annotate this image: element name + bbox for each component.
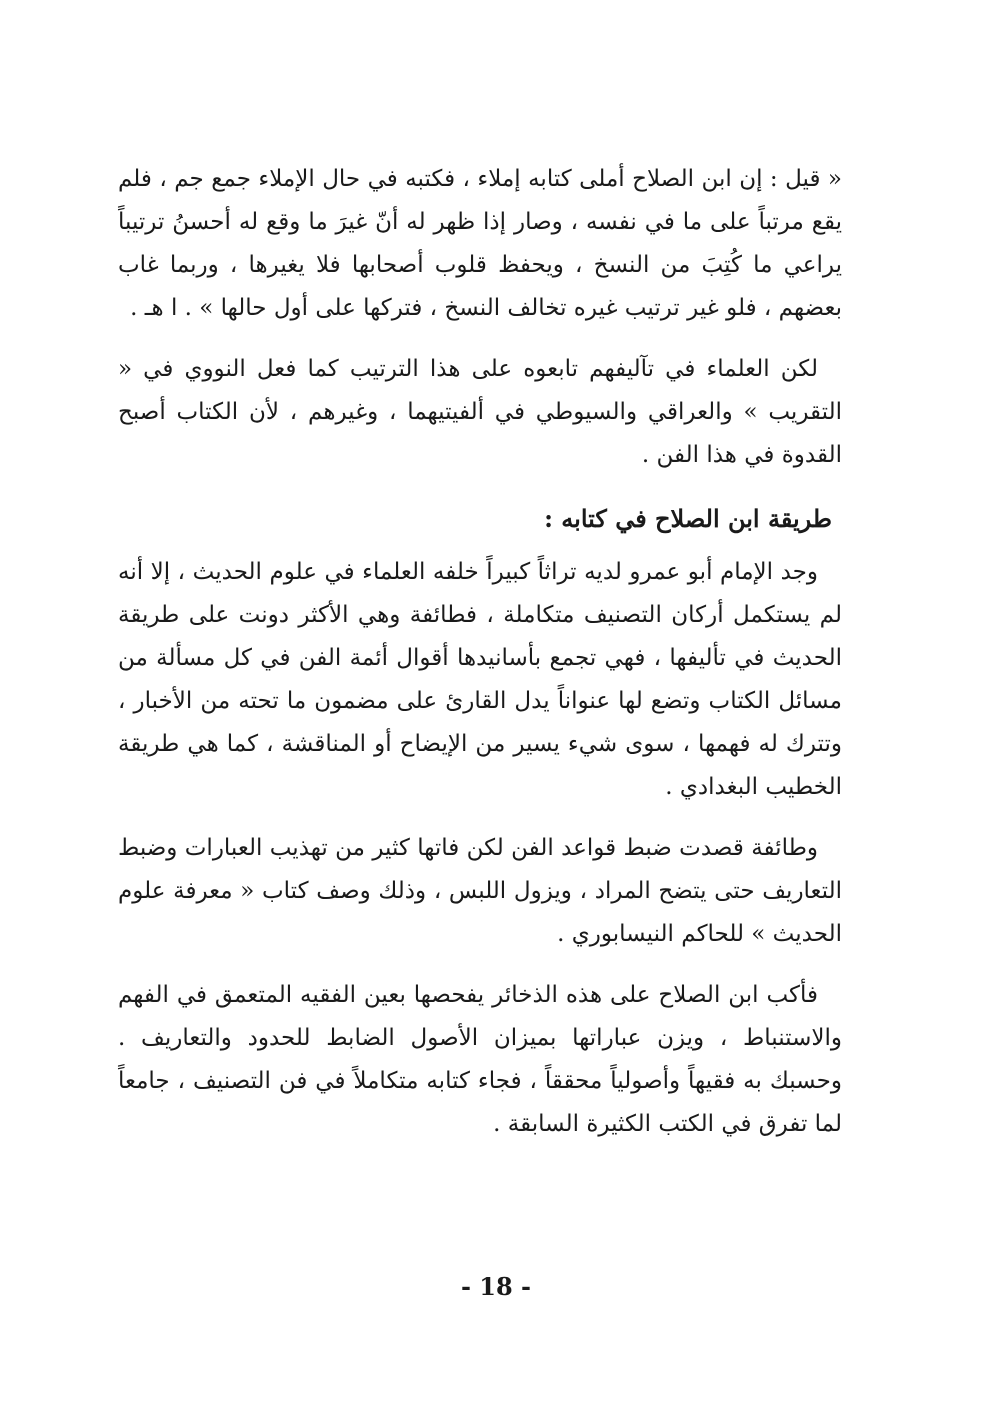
body-paragraph: وطائفة قصدت ضبط قواعد الفن لكن فاتها كثير من تهذيب العبارات وضبط التعاريف حتى يتضح المراد ، ويزول اللبس ، وذلك وصف كتاب « معرفة علوم الحديث » للحاكم النيسابوري . (118, 835, 842, 947)
page-number: - 18 - (460, 1272, 532, 1301)
quote-paragraph: « قيل : إن ابن الصلاح أملى كتابه إملاء ، فكتبه في حال الإملاء جمع جم ، فلم يقع مرتباً على ما في نفسه ، وصار إذا ظهر له أنّ غيرَ ما وقع له أحسنُ ترتيباً يراعي ما كُتِبَ من النسخ ، ويحفظ قلوب أصحابها فلا يغيرها ، وربما غاب بعضهم ، فلو غير ترتيب غيره تخالف النسخ ، فتركها على أول حالها » . ا هـ . (118, 166, 842, 321)
page-body (118, 158, 842, 1146)
section-heading: طريقة ابن الصلاح في كتابه : (544, 504, 832, 533)
body-paragraph: وجد الإمام أبو عمرو لديه تراثاً كبيراً خلفه العلماء في علوم الحديث ، إلا أنه لم يستكمل أركان التصنيف متكاملة ، فطائفة وهي الأكثر دونت على طريقة الحديث في تأليفها ، فهي تجمع بأسانيدها أقوال أئمة الفن في كل مسألة من مسائل الكتاب وتضع لها عنواناً يدل القارئ على مضمون ما تحته من الأخبار ، وتترك له فهمها ، سوى شيء يسير من الإيضاح أو المناقشة ، كما هي طريقة الخطيب البغدادي . (118, 559, 842, 800)
body-paragraph: فأكب ابن الصلاح على هذه الذخائر يفحصها بعين الفقيه المتعمق في الفهم والاستنباط ، ويزن عباراتها بميزان الأصول الضابط للحدود والتعاريف . وحسبك به فقيهاً وأصولياً محققاً ، فجاء كتابه متكاملاً في فن التصنيف ، جامعاً لما تفرق في الكتب الكثيرة السابقة . (118, 982, 842, 1137)
body-paragraph: لكن العلماء في تآليفهم تابعوه على هذا الترتيب كما فعل النووي في « التقريب » والعراقي والسيوطي في ألفيتيهما ، وغيرهم ، لأن الكتاب أصبح القدوة في هذا الفن . (118, 356, 842, 468)
